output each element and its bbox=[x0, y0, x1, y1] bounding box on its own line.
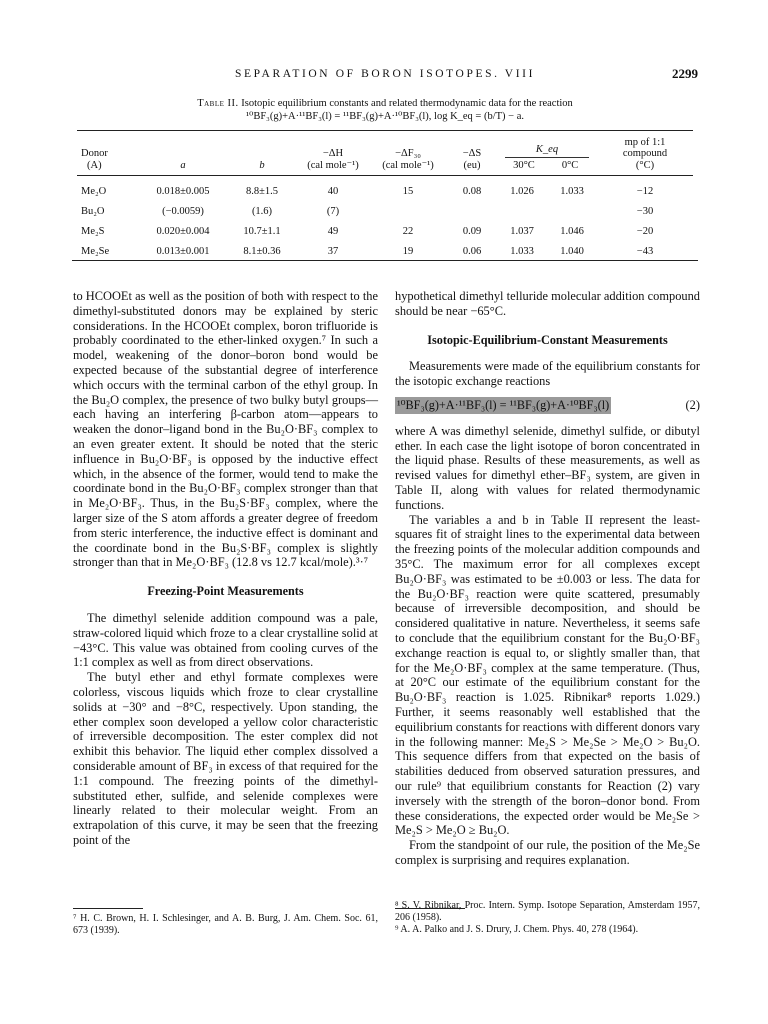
table-cell-b: 8.1±0.36 bbox=[243, 245, 281, 257]
col-dh bbox=[297, 130, 369, 175]
table-cell-dh: (7) bbox=[326, 205, 340, 217]
table-cell-dh: 40 bbox=[327, 185, 339, 197]
section-heading-freezing-point: Freezing-Point Measurements bbox=[147, 584, 304, 599]
table-cell-b: 10.7±1.1 bbox=[243, 225, 281, 237]
table-row bbox=[77, 241, 693, 261]
right-paragraph-3: where A was dimethyl selenide, dimethyl sulfide, or dibutyl ether. In each case the light isotope of boron concentrated in the liquid phase. Results of these measurements, as well as revised values for dimethyl ether–BF₃ system, are given in Table II, along with values for related thermodynamic functions. bbox=[395, 423, 700, 512]
section-heading-equilibrium: Isotopic-Equilibrium-Constant Measurements bbox=[427, 332, 668, 347]
col-donor-label: Donor bbox=[81, 148, 108, 159]
col-a: a bbox=[180, 159, 186, 171]
left-paragraph-3: The butyl ether and ethyl formate complexes were colorless, viscous liquids which froze to clear crystalline solids at −30° and −8°C, respectively. Upon standing, the ether complex soon developed a yellow color characteristic of irreversible decomposition. The ester complex did not exhibit this behavior. The liquid ether complex dissolved a considerable amount of BF₃ in excess of that required for the 1:1 compound. The freezing points of the dimethyl-substituted ether, sulfide, and selenide complexes were linearly related to their molecular weight. From an extrapolation of this curve, it may be seen that the freezing point of the bbox=[73, 670, 378, 847]
footnote-8: ⁸ S. V. Ribnikar, Proc. Intern. Symp. Isotope Separation, Amsterdam 1957, 206 (1958). bbox=[395, 900, 700, 923]
table-cell-donor: Me₂O bbox=[81, 185, 107, 197]
table-cell-df: 22 bbox=[402, 225, 414, 237]
table-cell-donor: Me₂S bbox=[81, 225, 105, 237]
table-cell-a: 0.013±0.001 bbox=[156, 245, 210, 257]
table-cell-a: 0.018±0.005 bbox=[156, 185, 210, 197]
table-cell-k0: 1.046 bbox=[560, 225, 584, 237]
table-cell-k0 bbox=[547, 201, 597, 221]
col-mp-label: mp of 1:1 bbox=[624, 136, 666, 148]
table-cell-df: 15 bbox=[402, 185, 414, 197]
table-cell-k30: 1.033 bbox=[510, 245, 534, 257]
col-keq-label: K_eq bbox=[505, 144, 589, 158]
col-df-label: −ΔF₃₀ bbox=[395, 148, 421, 159]
col-keq-30: 30°C bbox=[513, 159, 535, 171]
table-cell-donor: Me₂Se bbox=[81, 245, 110, 257]
col-mp-label2: compound bbox=[622, 148, 668, 159]
table-cell-k30 bbox=[497, 201, 547, 221]
right-paragraph-4: The variables a and b in Table II represent the least-squares fit of straight lines to the experimental data between the freezing points of the molecular addition compounds and 35°C. The maximum error for all complexes except Bu₂O·BF₃ was estimated to be ±0.003 or less. The data for the Bu₂O·BF₃ reaction were quite scattered, presumably because of irreversible decomposition, and should be considered qualitative in nature. Nevertheless, it seems safe to conclude that the equilibrium constant for the Bu₂O·BF₃ exchange reaction is equal to, or slightly smaller than, that for the Me₂O·BF₃ complex at the same temperature. (Thus, at 20°C our estimate of the equilibrium constant for the Bu₂O·BF₃ reaction is 1.025. Ribnikar⁸ reports 1.029.) Further, it seems reasonably well established that the equilibrium constants for reactions with different donors vary in the following manner: Me₂S > Me₂Se > Me₂O > Bu₂O. This sequence differs from that expected on the basis of stabilities deduced from observed saturation pressures, and our rule⁹ that equilibrium constants for Reaction (2) vary inversely with the strength of the boron–donor bond. From these considerations, the expected order would be Me₂Se > Me₂S > Me₂O ≥ Bu₂O. bbox=[395, 512, 700, 838]
col-df-unit: (cal mole⁻¹) bbox=[382, 159, 434, 171]
table-cell-dh: 49 bbox=[327, 225, 339, 237]
col-keq-0: 0°C bbox=[561, 159, 579, 171]
table-cell-mp: −12 bbox=[636, 185, 654, 197]
equation-number: (2) bbox=[685, 397, 700, 412]
table-cell-k30: 1.037 bbox=[510, 225, 534, 237]
table-cell-mp: −20 bbox=[636, 225, 654, 237]
left-footnote-rule bbox=[73, 908, 143, 909]
col-ds-unit: (eu) bbox=[463, 159, 481, 171]
col-ds bbox=[447, 130, 497, 175]
table-row bbox=[77, 201, 693, 221]
table-cell-b: 8.8±1.5 bbox=[245, 185, 278, 197]
table-row bbox=[77, 221, 693, 241]
table-cell-ds bbox=[447, 201, 497, 221]
footnote-7: ⁷ H. C. Brown, H. I. Schlesinger, and A. B. Burg, J. Am. Chem. Soc. 61, 673 (1939). bbox=[73, 913, 378, 936]
table-caption-text: Isotopic equilibrium constants and related thermodynamic data for the reaction bbox=[241, 98, 573, 109]
table-cell-ds: 0.06 bbox=[462, 245, 482, 257]
equation-2 bbox=[395, 397, 700, 414]
col-mp-unit: (°C) bbox=[635, 159, 655, 171]
table-cell-df: 19 bbox=[402, 245, 414, 257]
table-cell-a: 0.020±0.004 bbox=[156, 225, 210, 237]
col-mp bbox=[597, 130, 693, 175]
table-header-row bbox=[77, 130, 693, 175]
page-number: 2299 bbox=[672, 66, 698, 81]
right-paragraph-2: Measurements were made of the equilibrium constants for the isotopic exchange reactions bbox=[395, 359, 700, 389]
right-footnotes bbox=[395, 900, 700, 936]
table-cell-k0: 1.033 bbox=[560, 185, 584, 197]
table-row bbox=[77, 181, 693, 201]
table-caption bbox=[72, 98, 698, 123]
left-paragraph-1: to HCOOEt as well as the position of both with respect to the dimethyl-substituted donors may be explained by steric considerations. In the HCOOEt complex, boron trifluoride is probably coordinated to the ether-linked oxygen.⁷ In such a model, weakening of the donor–boron bond would be expected because of the substantial degree of interference which occurs with the terminal carbon of the ethyl group. In the Bu₂O complex, the presence of two bulky butyl groups—each having an interfering β-carbon atom—appears to weaken the donor–ligand bond in the Bu₂O·BF₃ complex to an even greater extent. It should be noted that the steric influence in Bu₂O·BF₃ is opposed by the inductive effect which, in the absence of the former, would tend to make the coordinate bond in the Bu₂O·BF₃ complex stronger than that in Me₂O·BF₃. Thus, in the Bu₂S·BF₃ complex, where the larger size of the S atom affords a greater degree of freedom from steric interference, the inductive effect is dominant and the coordinate bond in the Bu₂S·BF₃ complex is slightly stronger than that in Me₂O·BF₃ (12.8 vs 12.7 kcal/mole).³·⁷ bbox=[73, 289, 378, 570]
right-column bbox=[395, 289, 700, 868]
col-df bbox=[369, 130, 447, 175]
table-cell-ds: 0.08 bbox=[462, 185, 482, 197]
footnote-9: ⁹ A. A. Palko and J. S. Drury, J. Chem. Phys. 40, 278 (1964). bbox=[395, 924, 639, 935]
col-donor bbox=[77, 130, 139, 175]
table-cell-mp: −43 bbox=[636, 245, 654, 257]
table-cell-mp: −30 bbox=[636, 205, 654, 217]
page-header bbox=[72, 66, 698, 84]
table-caption-equation: ¹⁰BF₃(g)+A·¹¹BF₃(l) = ¹¹BF₃(g)+A·¹⁰BF₃(l), log K_eq = (b/T) − a. bbox=[245, 110, 525, 122]
table-cell-donor: Bu₂O bbox=[81, 205, 105, 217]
col-dh-label: −ΔH bbox=[322, 148, 344, 159]
isotopic-equilibrium-table bbox=[77, 130, 693, 261]
table-cell-k0: 1.040 bbox=[560, 245, 584, 257]
table-caption-label: Table II. bbox=[197, 98, 239, 109]
left-paragraph-2: The dimethyl selenide addition compound was a pale, straw-colored liquid which froze to a clear crystalline solid at −43°C. This value was obtained from cooling curves of the 1:1 complex as well as from direct observations. bbox=[73, 610, 378, 670]
table-body bbox=[77, 181, 693, 261]
equation-text: ¹⁰BF₃(g)+A·¹¹BF₃(l) = ¹¹BF₃(g)+A·¹⁰BF₃(l) bbox=[397, 397, 610, 412]
right-paragraph-5: From the standpoint of our rule, the position of the Me₂Se complex is surprising and requires explanation. bbox=[395, 838, 700, 867]
table-cell-a: (−0.0059) bbox=[162, 205, 204, 217]
col-dh-unit: (cal mole⁻¹) bbox=[307, 159, 359, 171]
running-title: SEPARATION OF BORON ISOTOPES. VIII bbox=[234, 68, 535, 80]
table-cell-b: (1.6) bbox=[251, 205, 273, 217]
col-b: b bbox=[259, 159, 265, 171]
col-ds-label: −ΔS bbox=[462, 148, 482, 159]
col-donor-sub: (A) bbox=[87, 159, 102, 171]
table-cell-df bbox=[369, 201, 447, 221]
right-paragraph-1: hypothetical dimethyl telluride molecular addition compound should be near −65°C. bbox=[395, 289, 700, 318]
table-cell-dh: 37 bbox=[327, 245, 339, 257]
left-footnotes bbox=[73, 913, 378, 937]
col-keq bbox=[497, 130, 597, 175]
left-column bbox=[73, 289, 378, 848]
table-cell-k30: 1.026 bbox=[510, 185, 534, 197]
table-cell-ds: 0.09 bbox=[462, 225, 482, 237]
